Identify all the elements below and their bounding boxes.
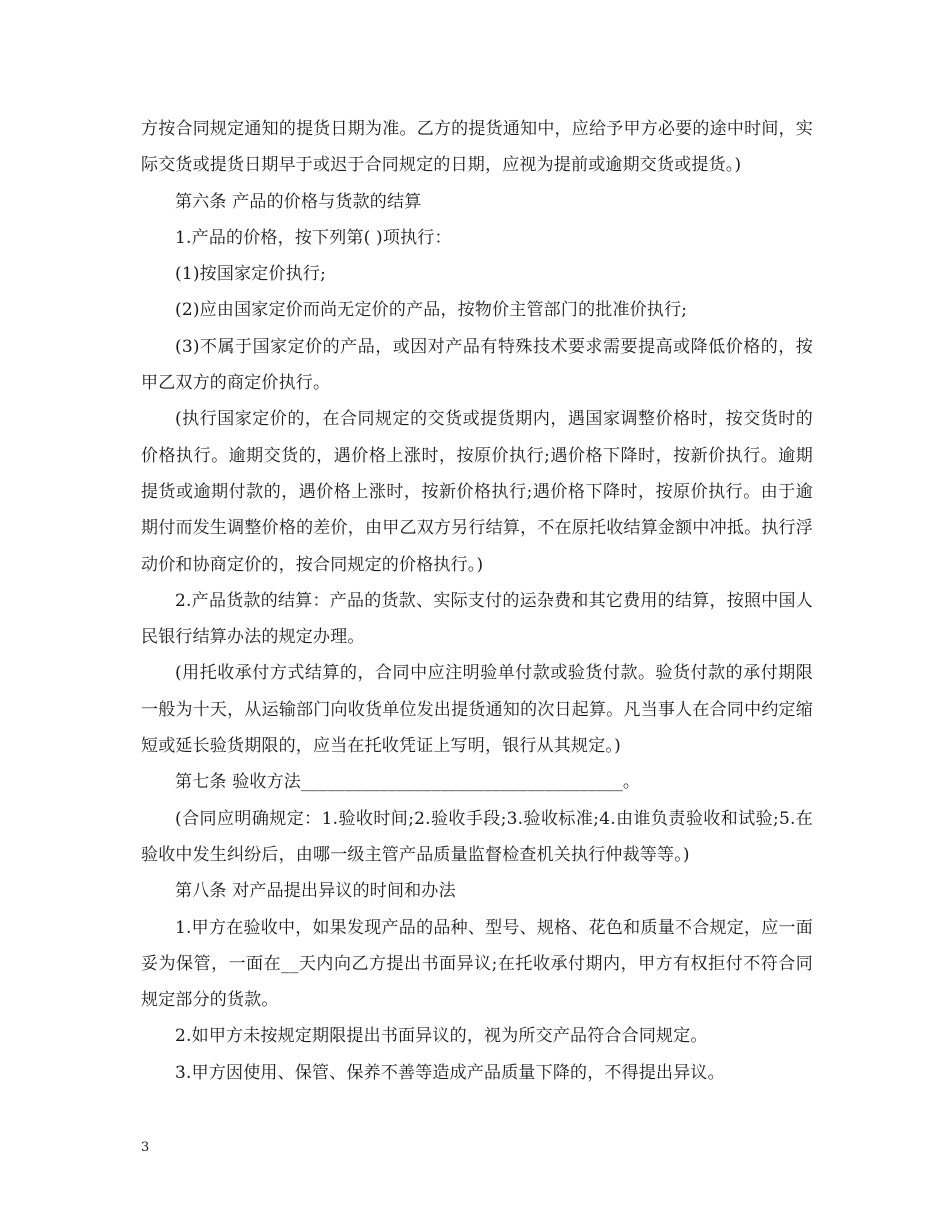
objection-clause-1: 1.甲方在验收中，如果发现产品的品种、型号、规格、花色和质量不合规定，应一面妥为保管，一面在__天内向乙方提出书面异议;在托收承付期内，甲方有权拒付不符合同规定部分的货款。	[141, 917, 813, 1011]
article-6-heading: 第六条 产品的价格与货款的结算	[175, 191, 422, 212]
price-option-3: (3)不属于国家定价的产品，或因对产品有特殊技术要求需要提高或降低价格的，按甲乙双方的商定价执行。	[141, 336, 813, 394]
payment-clause: 2.产品货款的结算：产品的货款、实际支付的运杂费和其它费用的结算，按照中国人民银行结算办法的规定办理。	[141, 590, 813, 648]
price-option-1: (1)按国家定价执行;	[175, 264, 327, 285]
inspection-note: (合同应明确规定：1.验收时间;2.验收手段;3.验收标准;4.由谁负责验收和试验;5.在验收中发生纠纷后，由哪一级主管产品质量监督检查机关执行仲裁等等。)	[141, 808, 813, 865]
objection-clause-2: 2.如甲方未按规定期限提出书面异议的，视为所交产品符合合同规定。	[175, 1026, 708, 1047]
paragraph-continued: 方按合同规定通知的提货日期为准。乙方的提货通知中，应给予甲方必要的途中时间，实际交货或提货日期早于或迟于合同规定的日期，应视为提前或逾期交货或提货。)	[141, 119, 813, 176]
price-clause: 1.产品的价格，按下列第( )项执行：	[175, 227, 452, 248]
price-option-2: (2)应由国家定价而尚无定价的产品，按物价主管部门的批准价执行;	[175, 300, 688, 321]
article-8-heading: 第八条 对产品提出异议的时间和办法	[175, 881, 456, 902]
article-7-heading: 第七条 验收方法_____________________________________。	[175, 772, 641, 793]
page-number: 3	[141, 1140, 150, 1155]
objection-clause-3: 3.甲方因使用、保管、保养不善等造成产品质量下降的，不得提出异议。	[175, 1062, 725, 1083]
payment-note: (用托收承付方式结算的，合同中应注明验单付款或验货付款。验货付款的承付期限一般为十天，从运输部门向收货单位发出提货通知的次日起算。凡当事人在合同中约定缩短或延长验货期限的，应当在托收凭证上写明，银行从其规定。)	[141, 663, 813, 757]
document-body	[141, 111, 813, 1091]
price-adjustment-note: (执行国家定价的，在合同规定的交货或提货期内，遇国家调整价格时，按交货时的价格执行。逾期交货的，遇价格上涨时，按原价执行;遇价格下降时，按新价执行。逾期提货或逾期付款的，遇价格上涨时，按新价格执行;遇价格下降时，按原价执行。由于逾期付而发生调整价格的差价，由甲乙双方另行结算，不在原托收结算金额中冲抵。执行浮动价和协商定价的，按合同规定的价格执行。)	[141, 409, 813, 575]
